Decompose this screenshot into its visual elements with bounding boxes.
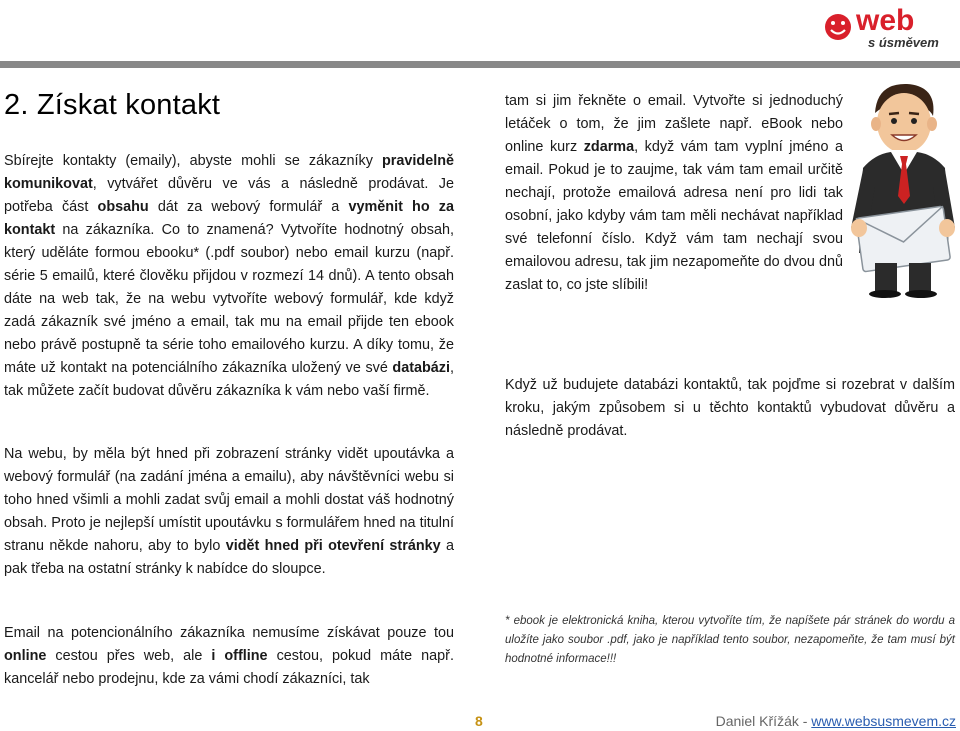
body-text: na zákazníka. Co to znamená? Vytvoříte hodnotný obsah, který uděláte formou ebooku* (.pdf soubor) nebo email kurzu (např. série 5 emailů, které člověku přijdou v rozmezí 14 dnů). A tento obsah dáte na web tak, že na webu vytvoříte webový formulář, kde když zadá zákazník své jméno a email, tak mu na email přijde ten ebook nebo právě postupně ta série toho emailového kurzu. A díky tomu, že máte už kontakt na potenciálního zákazníka uložený ve své (4, 222, 454, 376)
body-text: a pak třeba na ostatní stránky k nabídce do sloupce. (4, 538, 454, 577)
logo-brand: web (856, 4, 915, 37)
header-rule (0, 61, 960, 68)
body-text: Na webu, by měla být hned při zobrazení stránky vidět upoutávka a webový formulář (na zadání jména a emailu), aby návštěvníci webu si toho hned všimli a mohli zadat svůj email a mohli dostat váš hodnotný obsah. Proto je nejlepší umístit upoutávku s formulářem hned na titulní stranu někde nahoru, aby to bylo (4, 446, 454, 554)
body-text: dát za webový formulář a (148, 199, 349, 215)
footer-website-link[interactable]: www.websusmevem.cz (811, 713, 956, 729)
body-text: Sbírejte kontakty (emaily), abyste mohli se zákazníky (4, 153, 383, 169)
body-text: , když vám tam vyplní jméno a email. Pokud je to zaujme, tak vám tam email určitě nechají, protože emailová adresa není pro lidi tak osobní, jako kdyby vám tam měli nechávat například své telefonní číslo. Když vám tam nechají svou emailovou adresu, tak jim nezapomeňte do dvou dnů zaslat to, co jste slíbili! (505, 139, 844, 293)
body-text: , tak můžete začít budovat důvěru zákazníka k vám nebo vaší firmě. (4, 360, 454, 399)
emphasis-text: databázi (392, 360, 450, 376)
businessman-with-envelope-icon (845, 78, 957, 298)
emphasis-text: pravidelně komunikovat (4, 153, 454, 192)
left-paragraph-3 (4, 622, 454, 691)
smiley-logo-icon (825, 14, 851, 40)
right-paragraph-2 (505, 374, 955, 443)
logo-tagline: s úsměvem (868, 35, 939, 50)
footer-author: Daniel Křížák - (715, 713, 812, 729)
footer-credit (716, 713, 956, 729)
emphasis-text: online (4, 648, 47, 664)
web-logo[interactable] (820, 2, 956, 52)
body-text: cestou, pokud máte např. kancelář nebo prodejnu, kde za vámi chodí zákazníci, tak (4, 648, 454, 687)
emphasis-text: zdarma (583, 139, 635, 155)
emphasis-text: i offline (211, 648, 268, 664)
body-text: Email na potencionálního zákazníka nemusíme získávat pouze tou (4, 625, 454, 641)
left-paragraph-2 (4, 443, 454, 581)
body-text: tam si jim řekněte o email. Vytvořte si jednoduchý letáček o tom, že jim zašlete např. eBook nebo online kurz (505, 93, 843, 155)
emphasis-text: vidět hned při otevření stránky (225, 538, 441, 554)
emphasis-text: vyměnit ho za kontakt (4, 199, 454, 238)
page-title: 2. Získat kontakt (4, 89, 221, 121)
ebook-footnote: * ebook je elektronická kniha, kterou vytvoříte tím, že napíšete pár stránek do wordu a uložíte jako soubor .pdf, jako je například tento soubor, nezapomeňte, že tam musí být hodnotné informace!!! (505, 615, 955, 665)
body-text: Když už budujete databázi kontaktů, tak pojďme si rozebrat v dalším kroku, jakým způsobem si u těchto kontaktů vybudovat důvěru a následně prodávat. (505, 377, 955, 439)
body-text: , vytvářet důvěru ve vás a následně prodávat. Je potřeba část (4, 176, 454, 215)
right-paragraph-1 (505, 90, 843, 297)
emphasis-text: obsahu (97, 199, 149, 215)
body-text: cestou přes web, ale (46, 648, 212, 664)
left-paragraph-1 (4, 150, 454, 403)
page-number: 8 (475, 713, 483, 729)
